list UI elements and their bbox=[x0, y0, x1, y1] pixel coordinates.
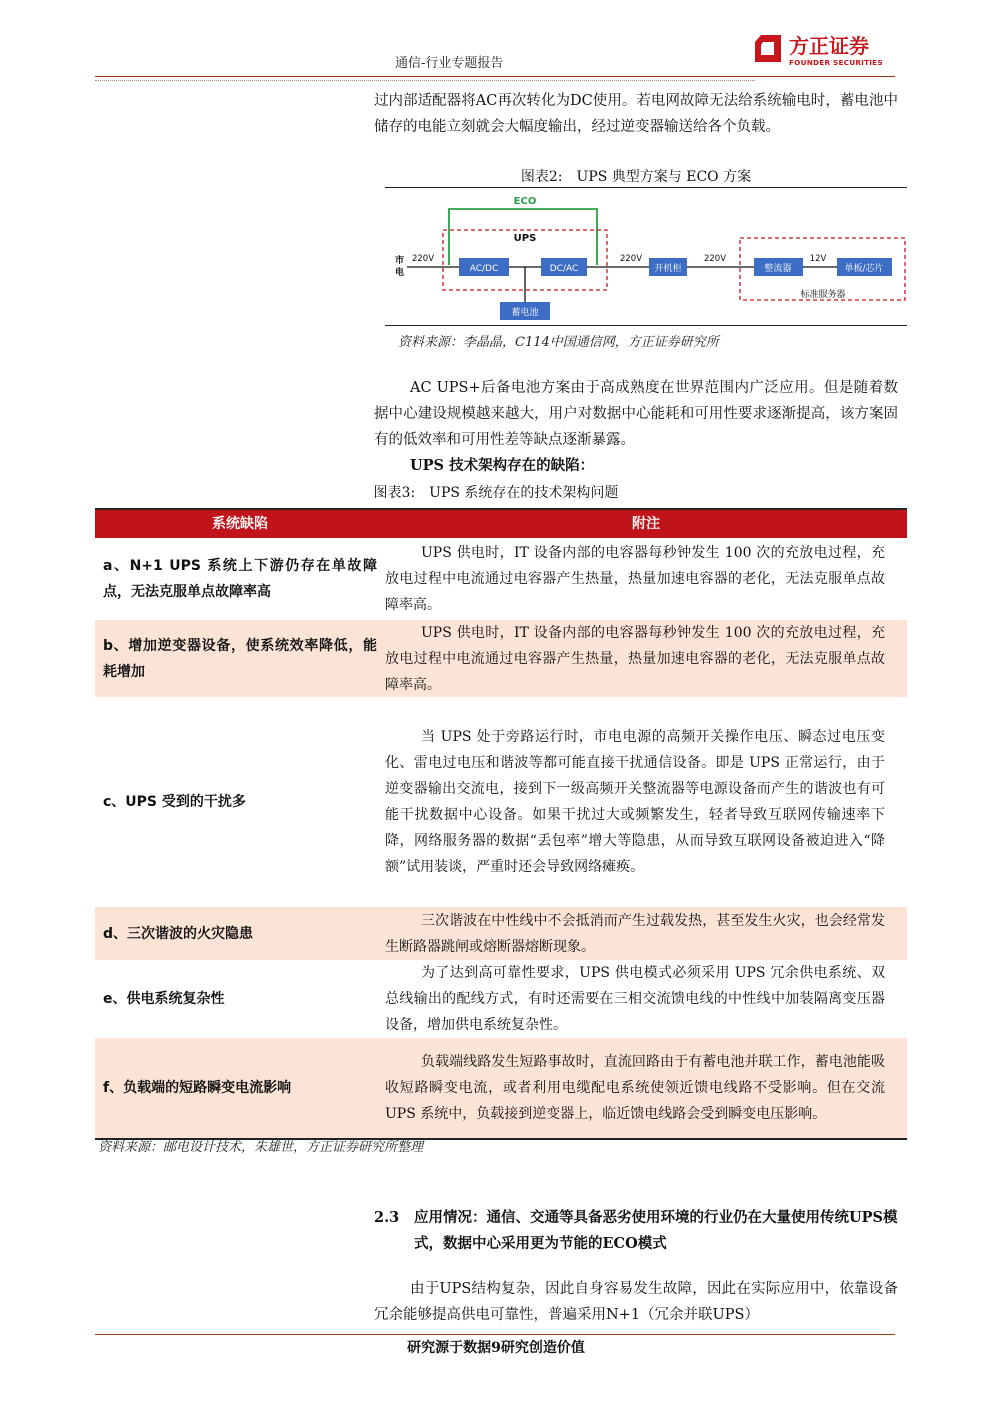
header-divider bbox=[95, 76, 895, 77]
table3-source: 资料来源：邮电设计技术，朱雄世，方正证券研究所整理 bbox=[98, 1140, 424, 1155]
founder-securities-logo bbox=[753, 32, 898, 72]
figure2-top-rule bbox=[385, 187, 907, 188]
footer-divider bbox=[95, 1334, 895, 1335]
voltage-220-a: 220V bbox=[411, 254, 435, 264]
table-row bbox=[95, 620, 907, 697]
voltage-220-b: 220V bbox=[619, 254, 643, 264]
header-defect: 系统缺陷 bbox=[212, 516, 268, 532]
section-title: 应用情况：通信、交通等具备恶劣使用环境的行业仍在大量使用传统UPS模式，数据中心采用更为节能的ECO模式 bbox=[414, 1209, 898, 1252]
paragraph-ups-redundancy: 由于UPS结构复杂，因此自身容易发生故障，因此在实际应用中，依靠设备冗余能够提高供电可靠性，普遍采用N+1（冗余并联UPS） bbox=[374, 1281, 898, 1323]
ups-eco-diagram bbox=[385, 190, 907, 323]
ups-label: UPS bbox=[513, 233, 537, 244]
ups-defects-subheading: UPS 技术架构存在的缺陷： bbox=[410, 457, 595, 474]
table-row bbox=[95, 907, 907, 960]
row-note: UPS 供电时，IT 设备内部的电容器每秒钟发生 100 次的充放电过程，充放电过程中电流通过电容器产生热量，热量加速电容器的老化，无法克服单点故障率高。 bbox=[385, 624, 885, 693]
row-defect: b、增加逆变器设备，使系统效率降低，能耗增加 bbox=[103, 637, 377, 680]
ups-defects-table bbox=[95, 508, 907, 1140]
table-row bbox=[95, 697, 907, 907]
grid-label-2: 电 bbox=[395, 268, 405, 278]
row-note: 当 UPS 处于旁路运行时，市电电源的高频开关操作电压、瞬态过电压变化、雷电过电压和谐波等都可能直接干扰通信设备。即是 UPS 正常运行，由于逆变器输出交流电，接到下一级高频开关整流器等电源设备而产生的谐波也有可能干扰数据中心设备。如果干扰过大或频繁发生，轻者导致互联网传输速率下降，网络服务器的数据“丢包率”增大等隐患，从而导致互联网设备被迫进入“降额”试用装谈，严重时还会导致网络瘫痪。 bbox=[385, 729, 885, 875]
figure2-bottom-rule bbox=[385, 325, 907, 326]
row-defect: f、负载端的短路瞬变电流影响 bbox=[103, 1080, 292, 1096]
battery-label: 蓄电池 bbox=[511, 308, 539, 318]
table-header-row bbox=[95, 510, 907, 538]
voltage-12: 12V bbox=[809, 254, 827, 264]
footer-slogan: 研究源于数据9研究创造价值 bbox=[407, 1340, 585, 1356]
switch-cabinet-label: 开机柜 bbox=[654, 264, 682, 274]
acdc-label: AC/DC bbox=[469, 264, 499, 274]
grid-label: 市 bbox=[395, 256, 405, 266]
server-label: 标准服务器 bbox=[800, 290, 846, 300]
table-row bbox=[95, 538, 907, 620]
header-note: 附注 bbox=[632, 516, 660, 532]
paragraph-ac-ups: AC UPS+后备电池方案由于高成熟度在世界范围内广泛应用。但是随着数据中心建设规模越来越大，用户对数据中心能耗和可用性要求逐渐提高，该方案固有的低效率和可用性差等缺点逐渐暴露。 bbox=[374, 380, 898, 448]
logo-chinese-name: 方正证券 bbox=[789, 34, 869, 58]
table-row bbox=[95, 960, 907, 1038]
dcac-label: DC/AC bbox=[549, 264, 579, 274]
section-heading bbox=[374, 1205, 898, 1257]
board-chip-label: 单板/芯片 bbox=[844, 264, 884, 274]
row-defect: c、UPS 受到的干扰多 bbox=[103, 794, 246, 810]
intro-paragraph: 过内部适配器将AC再次转化为DC使用。若电网故障无法给系统输电时，蓄电池中储存的电能立刻就会大幅度输出，经过逆变器输送给各个负载。 bbox=[374, 93, 898, 135]
report-header-title: 通信-行业专题报告 bbox=[395, 56, 504, 71]
row-note: UPS 供电时，IT 设备内部的电容器每秒钟发生 100 次的充放电过程，充放电过程中电流通过电容器产生热量，热量加速电容器的老化，无法克服单点故障率高。 bbox=[385, 545, 885, 613]
table3-title: 图表3: UPS 系统存在的技术架构问题 bbox=[373, 485, 619, 501]
row-defect: e、供电系统复杂性 bbox=[103, 991, 225, 1007]
row-note: 三次谐波在中性线中不会抵消而产生过载发热，甚至发生火灾，也会经常发生断路器跳闸或熔断器熔断现象。 bbox=[385, 912, 885, 955]
row-defect: a、N+1 UPS 系统上下游仍存在单故障点，无法克服单点故障率高 bbox=[103, 558, 377, 600]
logo-english-name: FOUNDER SECURITIES bbox=[789, 58, 883, 67]
figure2-source: 资料来源：李晶晶，C114中国通信网，方正证券研究所 bbox=[398, 335, 719, 350]
founder-logo-icon bbox=[753, 34, 783, 64]
figure2-title: 图表2: UPS 典型方案与 ECO 方案 bbox=[520, 169, 752, 185]
rectifier-label: 整流器 bbox=[764, 264, 792, 274]
section-number: 2.3 bbox=[374, 1209, 400, 1226]
row-note: 负载端线路发生短路事故时，直流回路由于有蓄电池并联工作，蓄电池能吸收短路瞬变电流，或者利用电缆配电系统使领近馈电线路不受影响。但在交流 UPS 系统中，负载接到逆变器上，临近馈电线路会受到瞬变电压影响。 bbox=[385, 1054, 885, 1122]
table-row bbox=[95, 1038, 907, 1138]
voltage-220-c: 220V bbox=[703, 254, 727, 264]
row-note: 为了达到高可靠性要求，UPS 供电模式必须采用 UPS 冗余供电系统、双总线输出的配线方式，有时还需要在三相交流馈电线的中性线中加装隔离变压器设备，增加供电系统复杂性。 bbox=[385, 965, 885, 1033]
eco-label: ECO bbox=[513, 196, 537, 207]
row-defect: d、三次谐波的火灾隐患 bbox=[103, 925, 254, 942]
header-dotted-divider bbox=[95, 80, 755, 81]
